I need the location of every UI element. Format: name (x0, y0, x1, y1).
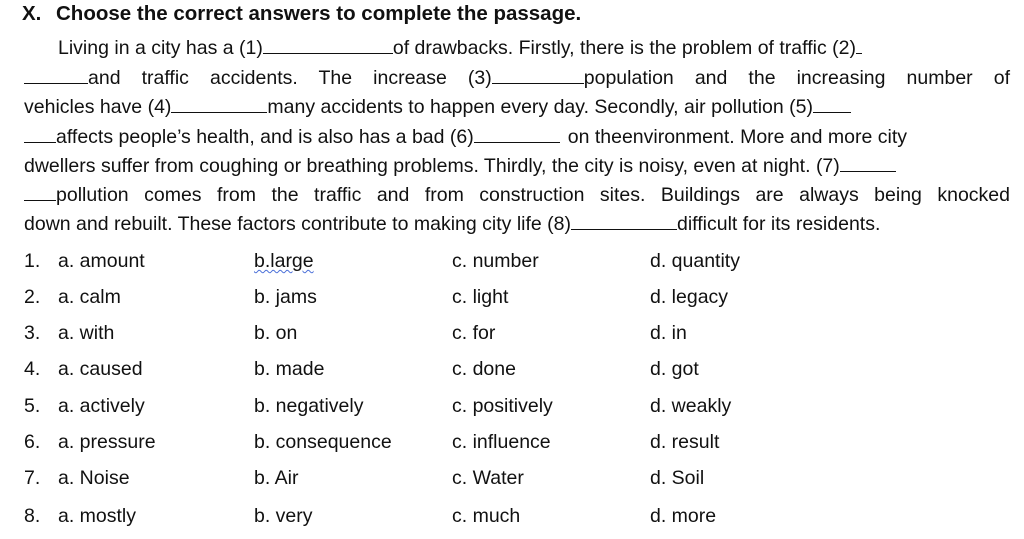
option-2a[interactable]: a. calm (58, 286, 121, 308)
passage-text: dwellers suffer from coughing or breathing problems. Thirdly, the city is noisy, even at night. (7) (24, 155, 840, 177)
section-title: Choose the correct answers to complete the passage. (56, 2, 582, 25)
question-number: 5. (24, 395, 41, 417)
blank-6[interactable] (474, 125, 560, 143)
blank-1[interactable] (263, 36, 393, 54)
option-4d[interactable]: d. got (650, 358, 699, 380)
option-1c[interactable]: c. number (452, 250, 539, 272)
question-number: 3. (24, 322, 41, 344)
option-7b[interactable]: b. Air (254, 467, 299, 489)
blank-7-start[interactable] (840, 154, 896, 172)
blank-8[interactable] (571, 212, 677, 230)
blank-4[interactable] (171, 95, 267, 113)
passage-line-4 (24, 125, 907, 149)
option-5b[interactable]: b. negatively (254, 395, 364, 417)
question-number: 1. (24, 250, 41, 272)
option-3c[interactable]: c. for (452, 322, 496, 344)
passage-line-1 (58, 36, 862, 60)
option-1b[interactable]: b.large (254, 250, 314, 272)
option-6c[interactable]: c. influence (452, 431, 551, 453)
option-5c[interactable]: c. positively (452, 395, 553, 417)
option-3b[interactable]: b. on (254, 322, 298, 344)
question-number: 6. (24, 431, 41, 453)
passage-text: on theenvironment. More and more city (567, 126, 907, 148)
option-7a[interactable]: a. Noise (58, 467, 130, 489)
passage-line-5 (24, 154, 896, 178)
option-5d[interactable]: d. weakly (650, 395, 732, 417)
passage-text: population and the increasing number of (583, 67, 1010, 89)
passage-line-6 (24, 183, 1010, 207)
question-number: 7. (24, 467, 41, 489)
passage-line-3 (24, 95, 851, 119)
passage-text: of drawbacks. Firstly, there is the problem of traffic (2) (392, 37, 856, 59)
blank-5-start[interactable] (813, 95, 851, 113)
option-8a[interactable]: a. mostly (58, 505, 137, 527)
option-3d[interactable]: d. in (650, 322, 687, 344)
option-8c[interactable]: c. much (452, 505, 521, 527)
option-6b[interactable]: b. consequence (254, 431, 392, 453)
blank-2-start[interactable] (856, 36, 862, 54)
option-7d[interactable]: d. Soil (650, 467, 705, 489)
option-8b[interactable]: b. very (254, 505, 313, 527)
section-heading (22, 2, 581, 26)
option-5a[interactable]: a. actively (58, 395, 145, 417)
option-2b[interactable]: b. jams (254, 286, 317, 308)
option-1a[interactable]: a. amount (58, 250, 145, 272)
passage-text: affects people’s health, and is also has a bad (6) (56, 126, 474, 148)
option-6a[interactable]: a. pressure (58, 431, 156, 453)
option-6d[interactable]: d. result (650, 431, 720, 453)
passage-text: difficult for its residents. (677, 213, 881, 235)
passage-text: vehicles have (4) (24, 96, 172, 118)
passage-text: many accidents to happen every day. Secondly, air pollution (5) (267, 96, 813, 118)
blank-3[interactable] (492, 66, 584, 84)
option-4a[interactable]: a. caused (58, 358, 143, 380)
option-2c[interactable]: c. light (452, 286, 509, 308)
option-3a[interactable]: a. with (58, 322, 115, 344)
passage-text: and traffic accidents. The increase (3) (88, 67, 492, 89)
passage-text: down and rebuilt. These factors contribute to making city life (8) (24, 213, 571, 235)
question-number: 4. (24, 358, 41, 380)
option-1d[interactable]: d. quantity (650, 250, 740, 272)
option-7c[interactable]: c. Water (452, 467, 524, 489)
option-4c[interactable]: c. done (452, 358, 516, 380)
question-number: 8. (24, 505, 41, 527)
option-4b[interactable]: b. made (254, 358, 325, 380)
passage-text: pollution comes from the traffic and from construction sites. Buildings are always being knocked (56, 184, 1010, 206)
passage-text: Living in a city has a (1) (58, 37, 263, 59)
option-2d[interactable]: d. legacy (650, 286, 729, 308)
option-8d[interactable]: d. more (650, 505, 717, 527)
question-number: 2. (24, 286, 41, 308)
blank-2[interactable] (24, 66, 88, 84)
blank-7[interactable] (24, 183, 56, 201)
passage-line-7 (24, 212, 880, 236)
blank-5[interactable] (24, 125, 56, 143)
passage-line-2 (24, 66, 1010, 90)
section-number: X. (22, 2, 42, 25)
